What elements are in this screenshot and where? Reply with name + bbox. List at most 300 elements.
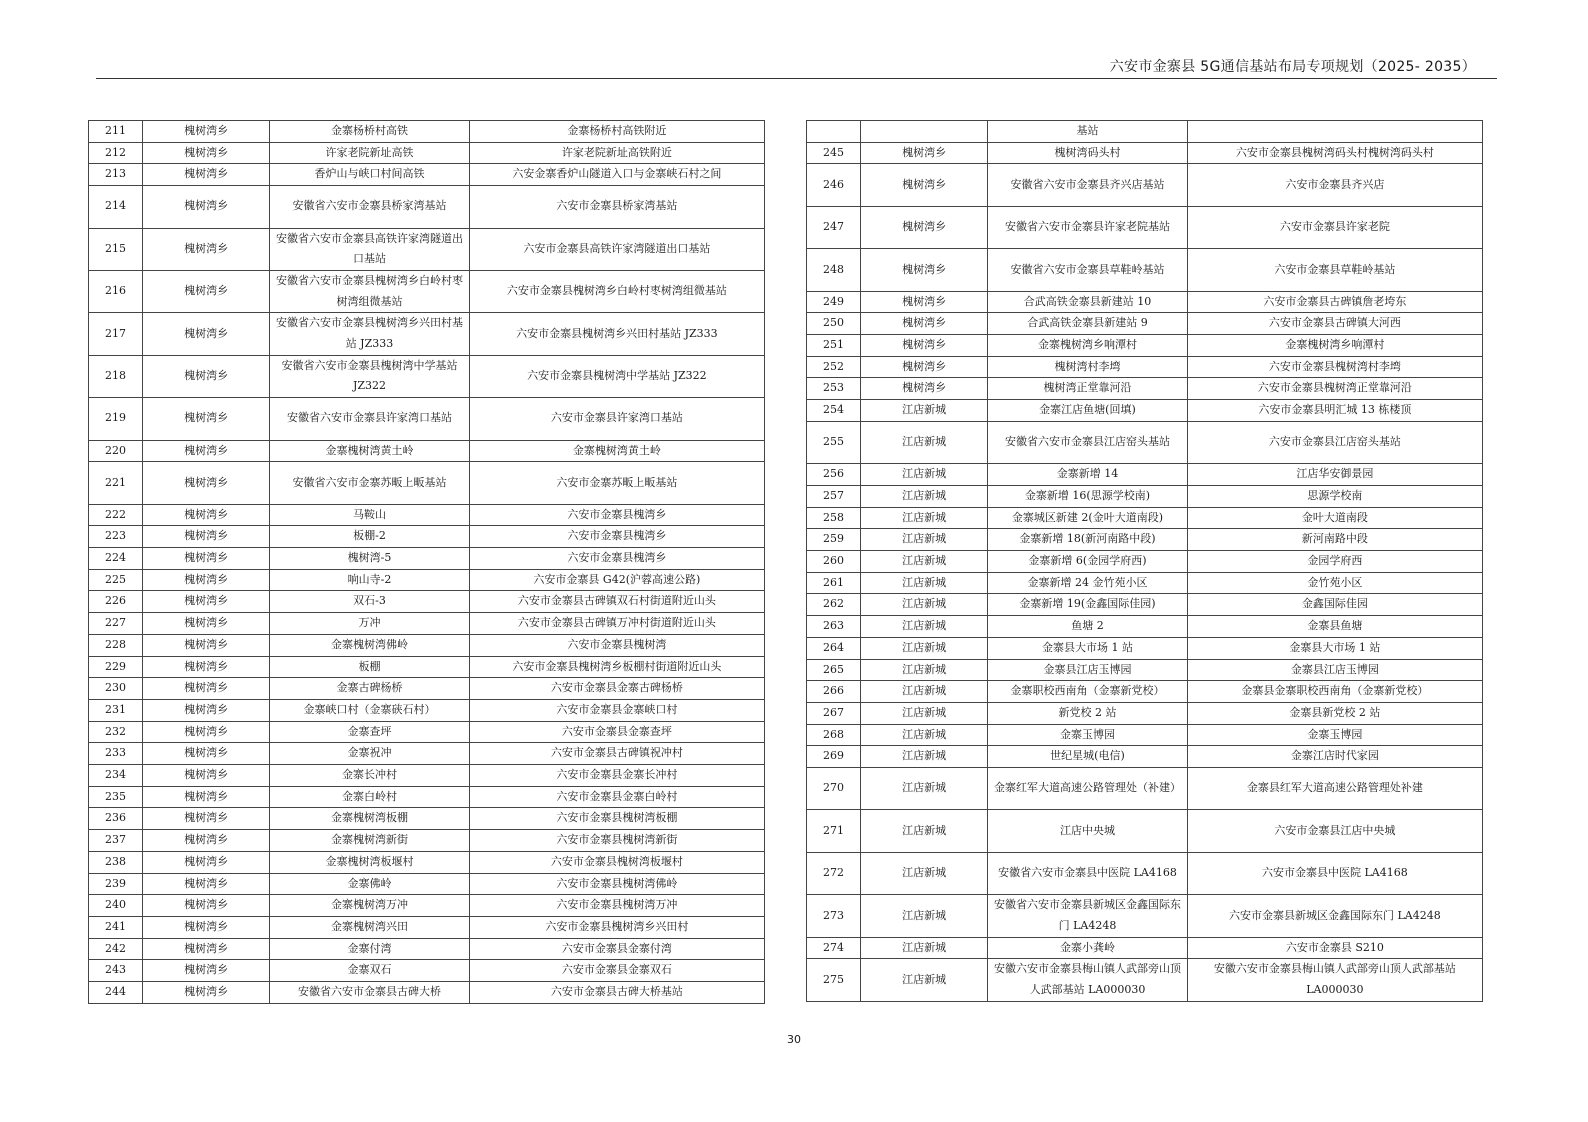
table-row bbox=[807, 529, 1483, 551]
station-address-cell: 六安市金寨县槐树湾中学基站 JZ322 bbox=[469, 355, 764, 397]
township-cell: 槐树湾乡 bbox=[142, 895, 269, 917]
township-cell: 槐树湾乡 bbox=[860, 291, 987, 313]
table-row bbox=[807, 810, 1483, 852]
station-name-cell: 响山寺-2 bbox=[270, 569, 470, 591]
station-number-cell: 231 bbox=[89, 699, 143, 721]
station-address-cell: 金寨槐树湾黄土岭 bbox=[469, 440, 764, 462]
township-cell: 槐树湾乡 bbox=[142, 462, 269, 504]
station-name-cell: 金寨杨桥村高铁 bbox=[270, 121, 470, 143]
station-number-cell: 261 bbox=[807, 572, 861, 594]
station-number-cell: 250 bbox=[807, 313, 861, 335]
station-address-cell: 六安市金寨县槐树湾板堰村 bbox=[469, 851, 764, 873]
station-number-cell: 275 bbox=[807, 959, 861, 1001]
table-row bbox=[807, 206, 1483, 248]
table-row bbox=[807, 572, 1483, 594]
station-address-cell: 六安市金寨县明汇城 13 栋楼顶 bbox=[1187, 400, 1482, 422]
station-number-cell: 225 bbox=[89, 569, 143, 591]
station-address-cell: 金寨县大市场 1 站 bbox=[1187, 637, 1482, 659]
header-title: 六安市金寨县 5G通信基站布局专项规划（2025- 2035） bbox=[1109, 59, 1476, 75]
station-address-cell: 六安市金寨县槐树湾佛岭 bbox=[469, 873, 764, 895]
station-number-cell: 263 bbox=[807, 616, 861, 638]
station-address-cell: 六安市金寨县槐树湾村李塆 bbox=[1187, 356, 1482, 378]
table-row bbox=[807, 164, 1483, 206]
station-address-cell: 六安市金寨县江店中央城 bbox=[1187, 810, 1482, 852]
station-number-cell: 259 bbox=[807, 529, 861, 551]
station-name-cell: 双石-3 bbox=[270, 591, 470, 613]
station-number-cell: 211 bbox=[89, 121, 143, 143]
township-cell: 槐树湾乡 bbox=[142, 548, 269, 570]
station-address-cell: 六安市金寨县金寨长冲村 bbox=[469, 765, 764, 787]
table-row bbox=[89, 398, 765, 440]
station-address-cell bbox=[1187, 121, 1482, 143]
station-number-cell: 262 bbox=[807, 594, 861, 616]
station-number-cell: 227 bbox=[89, 613, 143, 635]
station-address-cell: 六安市金寨县金寨白岭村 bbox=[469, 786, 764, 808]
station-name-cell: 金寨槐树湾新街 bbox=[270, 830, 470, 852]
station-name-cell: 槐树湾村李塆 bbox=[988, 356, 1188, 378]
station-address-cell: 六安市金寨县古碑镇祝冲村 bbox=[469, 743, 764, 765]
table-row bbox=[89, 982, 765, 1004]
table-row bbox=[807, 551, 1483, 573]
station-number-cell: 258 bbox=[807, 507, 861, 529]
station-address-cell: 金寨县新党校 2 站 bbox=[1187, 702, 1482, 724]
township-cell: 槐树湾乡 bbox=[142, 569, 269, 591]
township-cell: 槐树湾乡 bbox=[142, 938, 269, 960]
station-name-cell: 金寨县大市场 1 站 bbox=[988, 637, 1188, 659]
station-number-cell: 248 bbox=[807, 249, 861, 291]
station-name-cell: 金寨职校西南角（金寨新党校） bbox=[988, 681, 1188, 703]
station-number-cell: 246 bbox=[807, 164, 861, 206]
station-address-cell: 金叶大道南段 bbox=[1187, 507, 1482, 529]
station-name-cell: 金寨槐树湾兴田 bbox=[270, 916, 470, 938]
township-cell: 槐树湾乡 bbox=[860, 249, 987, 291]
township-cell: 槐树湾乡 bbox=[142, 164, 269, 186]
township-cell: 江店新城 bbox=[860, 852, 987, 894]
table-row bbox=[89, 313, 765, 355]
station-name-cell: 板棚-2 bbox=[270, 526, 470, 548]
station-name-cell: 金寨江店鱼塘(回填) bbox=[988, 400, 1188, 422]
table-row bbox=[89, 830, 765, 852]
township-cell: 江店新城 bbox=[860, 746, 987, 768]
table-row bbox=[89, 851, 765, 873]
table-row bbox=[807, 852, 1483, 894]
township-cell: 江店新城 bbox=[860, 702, 987, 724]
station-address-cell: 六安市金寨县 G42(沪蓉高速公路) bbox=[469, 569, 764, 591]
table-row bbox=[89, 548, 765, 570]
table-row bbox=[89, 656, 765, 678]
station-number-cell: 228 bbox=[89, 634, 143, 656]
station-address-cell: 许家老院新址高铁附近 bbox=[469, 142, 764, 164]
table-row bbox=[89, 678, 765, 700]
station-address-cell: 六安市金寨县齐兴店 bbox=[1187, 164, 1482, 206]
table-row bbox=[807, 937, 1483, 959]
table-row bbox=[807, 334, 1483, 356]
township-cell: 槐树湾乡 bbox=[142, 591, 269, 613]
table-row bbox=[89, 440, 765, 462]
table-row bbox=[89, 142, 765, 164]
station-number-cell: 220 bbox=[89, 440, 143, 462]
station-table-left bbox=[88, 120, 765, 1004]
station-number-cell: 255 bbox=[807, 421, 861, 463]
station-address-cell: 金寨玉博园 bbox=[1187, 724, 1482, 746]
station-name-cell: 合武高铁金寨县新建站 10 bbox=[988, 291, 1188, 313]
table-row bbox=[89, 164, 765, 186]
table-row bbox=[807, 724, 1483, 746]
station-address-cell: 六安市金寨县古碑镇万冲村街道附近山头 bbox=[469, 613, 764, 635]
table-row bbox=[89, 462, 765, 504]
station-name-cell: 安徽省六安市金寨县高铁许家湾隧道出口基站 bbox=[270, 228, 470, 270]
station-number-cell: 215 bbox=[89, 228, 143, 270]
table-row bbox=[89, 228, 765, 270]
table-row bbox=[807, 746, 1483, 768]
station-address-cell: 六安市金寨县金寨古碑杨桥 bbox=[469, 678, 764, 700]
station-number-cell: 274 bbox=[807, 937, 861, 959]
table-row bbox=[807, 702, 1483, 724]
table-row bbox=[807, 400, 1483, 422]
table-row bbox=[807, 895, 1483, 937]
table-row bbox=[89, 613, 765, 635]
township-cell: 槐树湾乡 bbox=[860, 206, 987, 248]
station-number-cell: 236 bbox=[89, 808, 143, 830]
station-number-cell: 264 bbox=[807, 637, 861, 659]
township-cell: 槐树湾乡 bbox=[142, 765, 269, 787]
station-name-cell: 金寨查坪 bbox=[270, 721, 470, 743]
township-cell: 江店新城 bbox=[860, 529, 987, 551]
station-name-cell: 金寨双石 bbox=[270, 960, 470, 982]
township-cell: 槐树湾乡 bbox=[142, 228, 269, 270]
station-name-cell: 安徽省六安市金寨县古碑大桥 bbox=[270, 982, 470, 1004]
table-row bbox=[89, 569, 765, 591]
township-cell: 江店新城 bbox=[860, 616, 987, 638]
township-cell bbox=[860, 121, 987, 143]
station-address-cell: 金寨县红军大道高速公路管理处补建 bbox=[1187, 768, 1482, 810]
table-row bbox=[89, 765, 765, 787]
station-address-cell: 六安市金寨县槐树湾乡白岭村枣树湾组微基站 bbox=[469, 270, 764, 312]
station-name-cell: 世纪星城(电信) bbox=[988, 746, 1188, 768]
station-number-cell: 217 bbox=[89, 313, 143, 355]
station-name-cell: 槐树湾-5 bbox=[270, 548, 470, 570]
table-row bbox=[807, 313, 1483, 335]
table-row bbox=[807, 291, 1483, 313]
station-number-cell: 269 bbox=[807, 746, 861, 768]
station-address-cell: 六安市金寨县许家湾口基站 bbox=[469, 398, 764, 440]
township-cell: 江店新城 bbox=[860, 421, 987, 463]
station-number-cell: 232 bbox=[89, 721, 143, 743]
station-name-cell: 金寨玉博园 bbox=[988, 724, 1188, 746]
station-address-cell: 六安市金寨县槐湾乡 bbox=[469, 548, 764, 570]
table-row bbox=[807, 249, 1483, 291]
station-number-cell: 234 bbox=[89, 765, 143, 787]
table-row bbox=[807, 616, 1483, 638]
station-number-cell: 224 bbox=[89, 548, 143, 570]
station-name-cell: 新党校 2 站 bbox=[988, 702, 1188, 724]
station-name-cell: 安徽省六安市金寨县齐兴店基站 bbox=[988, 164, 1188, 206]
station-number-cell: 218 bbox=[89, 355, 143, 397]
station-address-cell: 金寨杨桥村高铁附近 bbox=[469, 121, 764, 143]
station-name-cell: 金寨付湾 bbox=[270, 938, 470, 960]
station-number-cell: 251 bbox=[807, 334, 861, 356]
table-row bbox=[89, 591, 765, 613]
station-number-cell: 230 bbox=[89, 678, 143, 700]
township-cell: 江店新城 bbox=[860, 400, 987, 422]
station-name-cell: 安徽省六安市金寨县许家老院基站 bbox=[988, 206, 1188, 248]
township-cell: 槐树湾乡 bbox=[142, 440, 269, 462]
station-number-cell: 223 bbox=[89, 526, 143, 548]
table-row bbox=[807, 659, 1483, 681]
station-name-cell: 安徽省六安市金寨县桥家湾基站 bbox=[270, 186, 470, 228]
station-name-cell: 金寨新增 19(金鑫国际佳园) bbox=[988, 594, 1188, 616]
township-cell: 江店新城 bbox=[860, 959, 987, 1001]
station-number-cell: 221 bbox=[89, 462, 143, 504]
station-address-cell: 六安市金寨县 S210 bbox=[1187, 937, 1482, 959]
table-row bbox=[807, 681, 1483, 703]
table-row bbox=[807, 594, 1483, 616]
station-address-cell: 六安市金寨县古碑镇双石村街道附近山头 bbox=[469, 591, 764, 613]
table-row bbox=[807, 637, 1483, 659]
station-number-cell: 214 bbox=[89, 186, 143, 228]
station-name-cell: 金寨新增 14 bbox=[988, 464, 1188, 486]
station-number-cell: 212 bbox=[89, 142, 143, 164]
township-cell: 槐树湾乡 bbox=[142, 526, 269, 548]
station-name-cell: 金寨槐树湾乡响潭村 bbox=[988, 334, 1188, 356]
station-address-cell: 六安市金寨县槐树湾板棚 bbox=[469, 808, 764, 830]
township-cell: 江店新城 bbox=[860, 551, 987, 573]
table-row bbox=[89, 786, 765, 808]
station-number-cell: 213 bbox=[89, 164, 143, 186]
station-address-cell: 新河南路中段 bbox=[1187, 529, 1482, 551]
station-number-cell: 253 bbox=[807, 378, 861, 400]
station-address-cell: 金寨县江店玉博园 bbox=[1187, 659, 1482, 681]
station-number-cell: 265 bbox=[807, 659, 861, 681]
table-row bbox=[89, 916, 765, 938]
station-address-cell: 六安市金寨县许家老院 bbox=[1187, 206, 1482, 248]
township-cell: 江店新城 bbox=[860, 594, 987, 616]
station-name-cell: 金寨新增 18(新河南路中段) bbox=[988, 529, 1188, 551]
station-number-cell: 229 bbox=[89, 656, 143, 678]
station-number-cell: 235 bbox=[89, 786, 143, 808]
table-row bbox=[89, 699, 765, 721]
station-name-cell: 金寨小龚岭 bbox=[988, 937, 1188, 959]
station-number-cell: 254 bbox=[807, 400, 861, 422]
station-name-cell: 金寨城区新建 2(金叶大道南段) bbox=[988, 507, 1188, 529]
township-cell: 槐树湾乡 bbox=[142, 743, 269, 765]
township-cell: 槐树湾乡 bbox=[860, 142, 987, 164]
township-cell: 江店新城 bbox=[860, 572, 987, 594]
station-number-cell: 257 bbox=[807, 485, 861, 507]
township-cell: 槐树湾乡 bbox=[142, 121, 269, 143]
township-cell: 江店新城 bbox=[860, 724, 987, 746]
station-name-cell: 江店中央城 bbox=[988, 810, 1188, 852]
township-cell: 槐树湾乡 bbox=[142, 142, 269, 164]
township-cell: 槐树湾乡 bbox=[142, 355, 269, 397]
station-name-cell: 金寨新增 24 金竹苑小区 bbox=[988, 572, 1188, 594]
station-address-cell: 六安市金寨县槐树湾万冲 bbox=[469, 895, 764, 917]
station-name-cell: 金寨县江店玉博园 bbox=[988, 659, 1188, 681]
station-name-cell: 金寨槐树湾黄土岭 bbox=[270, 440, 470, 462]
station-address-cell: 六安市金寨县古碑大桥基站 bbox=[469, 982, 764, 1004]
station-address-cell: 六安市金寨县金寨查坪 bbox=[469, 721, 764, 743]
township-cell: 槐树湾乡 bbox=[860, 164, 987, 206]
table-row bbox=[89, 186, 765, 228]
township-cell: 槐树湾乡 bbox=[142, 186, 269, 228]
table-row bbox=[807, 142, 1483, 164]
station-name-cell: 金寨佛岭 bbox=[270, 873, 470, 895]
table-row bbox=[807, 768, 1483, 810]
station-name-cell: 金寨槐树湾板堰村 bbox=[270, 851, 470, 873]
township-cell: 槐树湾乡 bbox=[860, 313, 987, 335]
station-address-cell: 六安市金寨苏畈上畈基站 bbox=[469, 462, 764, 504]
township-cell: 江店新城 bbox=[860, 464, 987, 486]
station-address-cell: 六安市金寨县古碑镇大河西 bbox=[1187, 313, 1482, 335]
station-address-cell: 金园学府西 bbox=[1187, 551, 1482, 573]
station-address-cell: 安徽六安市金寨县梅山镇人武部旁山顶人武部基站 LA000030 bbox=[1187, 959, 1482, 1001]
station-name-cell: 安徽省六安市金寨苏畈上畈基站 bbox=[270, 462, 470, 504]
station-number-cell: 242 bbox=[89, 938, 143, 960]
township-cell: 槐树湾乡 bbox=[142, 808, 269, 830]
station-address-cell: 金寨江店时代家园 bbox=[1187, 746, 1482, 768]
station-number-cell: 238 bbox=[89, 851, 143, 873]
station-address-cell: 六安市金寨县槐树湾码头村槐树湾码头村 bbox=[1187, 142, 1482, 164]
station-address-cell: 六安市金寨县槐树湾乡兴田村基站 JZ333 bbox=[469, 313, 764, 355]
township-cell: 槐树湾乡 bbox=[142, 851, 269, 873]
township-cell: 槐树湾乡 bbox=[142, 982, 269, 1004]
station-name-cell: 金寨峡口村（金寨硖石村） bbox=[270, 699, 470, 721]
station-number-cell: 245 bbox=[807, 142, 861, 164]
station-name-cell: 金寨槐树湾万冲 bbox=[270, 895, 470, 917]
station-address-cell: 六安市金寨县江店窑头基站 bbox=[1187, 421, 1482, 463]
station-name-cell: 基站 bbox=[988, 121, 1188, 143]
township-cell: 槐树湾乡 bbox=[142, 830, 269, 852]
station-name-cell: 安徽省六安市金寨县中医院 LA4168 bbox=[988, 852, 1188, 894]
station-address-cell: 六安市金寨县中医院 LA4168 bbox=[1187, 852, 1482, 894]
table-row bbox=[807, 356, 1483, 378]
station-name-cell: 许家老院新址高铁 bbox=[270, 142, 470, 164]
table-row bbox=[89, 121, 765, 143]
station-name-cell: 槐树湾正堂靠河沿 bbox=[988, 378, 1188, 400]
station-number-cell: 219 bbox=[89, 398, 143, 440]
township-cell: 江店新城 bbox=[860, 637, 987, 659]
station-number-cell: 240 bbox=[89, 895, 143, 917]
station-address-cell: 六安市金寨县古碑镇詹老垮东 bbox=[1187, 291, 1482, 313]
township-cell: 槐树湾乡 bbox=[142, 873, 269, 895]
station-number-cell: 260 bbox=[807, 551, 861, 573]
header-rule bbox=[96, 78, 1497, 79]
station-address-cell: 六安市金寨县槐树湾乡兴田村 bbox=[469, 916, 764, 938]
township-cell: 江店新城 bbox=[860, 768, 987, 810]
station-name-cell: 金寨槐树湾板棚 bbox=[270, 808, 470, 830]
station-address-cell: 金竹苑小区 bbox=[1187, 572, 1482, 594]
station-address-cell: 六安市金寨县桥家湾基站 bbox=[469, 186, 764, 228]
station-number-cell: 239 bbox=[89, 873, 143, 895]
township-cell: 江店新城 bbox=[860, 895, 987, 937]
township-cell: 槐树湾乡 bbox=[142, 634, 269, 656]
station-name-cell: 金寨红军大道高速公路管理处（补建） bbox=[988, 768, 1188, 810]
township-cell: 江店新城 bbox=[860, 507, 987, 529]
station-number-cell: 216 bbox=[89, 270, 143, 312]
station-address-cell: 六安市金寨县槐树湾新街 bbox=[469, 830, 764, 852]
station-name-cell: 安徽省六安市金寨县槐树湾乡兴田村基站 JZ333 bbox=[270, 313, 470, 355]
station-number-cell: 241 bbox=[89, 916, 143, 938]
station-address-cell: 六安市金寨县金寨付湾 bbox=[469, 938, 764, 960]
station-number-cell: 270 bbox=[807, 768, 861, 810]
table-row bbox=[89, 355, 765, 397]
station-name-cell: 马鞍山 bbox=[270, 504, 470, 526]
township-cell: 江店新城 bbox=[860, 659, 987, 681]
township-cell: 槐树湾乡 bbox=[142, 699, 269, 721]
station-name-cell: 金寨新增 6(金园学府西) bbox=[988, 551, 1188, 573]
station-address-cell: 六安市金寨县新城区金鑫国际东门 LA4248 bbox=[1187, 895, 1482, 937]
table-row bbox=[89, 895, 765, 917]
table-row bbox=[807, 959, 1483, 1001]
table-row bbox=[89, 938, 765, 960]
station-address-cell: 金寨县鱼塘 bbox=[1187, 616, 1482, 638]
station-number-cell: 249 bbox=[807, 291, 861, 313]
township-cell: 槐树湾乡 bbox=[860, 378, 987, 400]
station-address-cell: 六安市金寨县金寨双石 bbox=[469, 960, 764, 982]
table-row bbox=[807, 464, 1483, 486]
station-name-cell: 金寨长冲村 bbox=[270, 765, 470, 787]
table-row bbox=[89, 721, 765, 743]
station-address-cell: 六安金寨香炉山隧道入口与金寨峡石村之间 bbox=[469, 164, 764, 186]
table-row bbox=[89, 873, 765, 895]
station-name-cell: 安徽省六安市金寨县槐树湾中学基站 JZ322 bbox=[270, 355, 470, 397]
township-cell: 槐树湾乡 bbox=[860, 334, 987, 356]
township-cell: 槐树湾乡 bbox=[142, 916, 269, 938]
table-row bbox=[807, 507, 1483, 529]
table-row bbox=[89, 634, 765, 656]
station-name-cell: 金寨白岭村 bbox=[270, 786, 470, 808]
table-row bbox=[89, 504, 765, 526]
station-number-cell: 244 bbox=[89, 982, 143, 1004]
station-address-cell: 六安市金寨县草鞋岭基站 bbox=[1187, 249, 1482, 291]
station-number-cell: 226 bbox=[89, 591, 143, 613]
table-row bbox=[89, 808, 765, 830]
station-number-cell: 271 bbox=[807, 810, 861, 852]
station-number-cell: 233 bbox=[89, 743, 143, 765]
station-number-cell: 273 bbox=[807, 895, 861, 937]
table-row bbox=[89, 960, 765, 982]
station-address-cell: 六安市金寨县金寨峡口村 bbox=[469, 699, 764, 721]
station-address-cell: 江店华安御景园 bbox=[1187, 464, 1482, 486]
station-address-cell: 六安市金寨县槐树湾 bbox=[469, 634, 764, 656]
township-cell: 江店新城 bbox=[860, 485, 987, 507]
station-name-cell: 金寨古碑杨桥 bbox=[270, 678, 470, 700]
station-number-cell: 252 bbox=[807, 356, 861, 378]
station-name-cell: 槐树湾码头村 bbox=[988, 142, 1188, 164]
station-name-cell: 金寨祝冲 bbox=[270, 743, 470, 765]
station-name-cell: 万冲 bbox=[270, 613, 470, 635]
station-number-cell: 266 bbox=[807, 681, 861, 703]
township-cell: 槐树湾乡 bbox=[142, 678, 269, 700]
station-name-cell: 合武高铁金寨县新建站 9 bbox=[988, 313, 1188, 335]
table-row bbox=[89, 743, 765, 765]
township-cell: 槐树湾乡 bbox=[142, 270, 269, 312]
station-address-cell: 金寨县金寨职校西南角（金寨新党校） bbox=[1187, 681, 1482, 703]
station-name-cell: 安徽六安市金寨县梅山镇人武部旁山顶人武部基站 LA000030 bbox=[988, 959, 1188, 1001]
station-number-cell bbox=[807, 121, 861, 143]
page-number: 30 bbox=[787, 1033, 801, 1046]
station-address-cell: 六安市金寨县槐湾乡 bbox=[469, 504, 764, 526]
station-address-cell: 六安市金寨县槐树湾乡板棚村街道附近山头 bbox=[469, 656, 764, 678]
station-address-cell: 金鑫国际佳园 bbox=[1187, 594, 1482, 616]
station-number-cell: 247 bbox=[807, 206, 861, 248]
table-row bbox=[89, 526, 765, 548]
table-row bbox=[807, 378, 1483, 400]
township-cell: 江店新城 bbox=[860, 681, 987, 703]
station-number-cell: 222 bbox=[89, 504, 143, 526]
township-cell: 槐树湾乡 bbox=[142, 656, 269, 678]
table-row bbox=[807, 121, 1483, 143]
